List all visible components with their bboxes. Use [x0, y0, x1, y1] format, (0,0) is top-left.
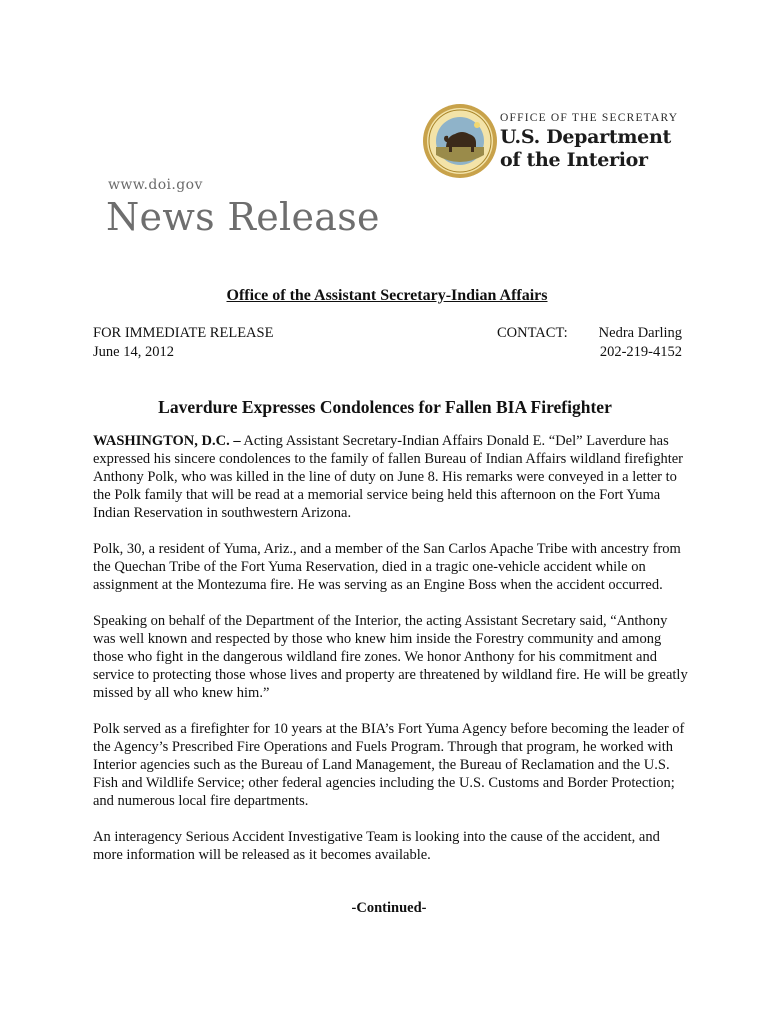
- paragraph-1: [93, 432, 688, 522]
- continued-marker: -Continued-: [351, 900, 427, 916]
- release-label: FOR IMMEDIATE RELEASE: [93, 325, 274, 341]
- dateline: WASHINGTON, D.C. –: [93, 433, 241, 449]
- department-name-line2: of the Interior: [500, 149, 648, 171]
- contact-label: CONTACT:: [497, 325, 568, 341]
- doi-seal-icon: [422, 103, 498, 179]
- paragraph-1-text: Acting Assistant Secretary-Indian Affairs Donald E. “Del” Laverdure has expressed his sincere condolences to the family of fallen Bureau of Indian Affairs wildland firefighter Anthony Polk, who was killed in the line of duty on June 8. His remarks were conveyed in a letter to the Polk family that will be read at a memorial service being held this afternoon on the Fort Yuma Indian Reservation in southwestern Arizona.: [93, 433, 684, 521]
- contact-info: [594, 324, 682, 362]
- website-url: www.doi.gov: [108, 177, 203, 193]
- release-info: [93, 324, 273, 362]
- office-title: Office of the Assistant Secretary-Indian Affairs: [226, 287, 548, 304]
- paragraph-4: Polk served as a firefighter for 10 years at the BIA’s Fort Yuma Agency before becoming the leader of the Agency’s Prescribed Fire Operations and Fuels Program. Through that program, he worked with Interior agencies such as the Bureau of Land Management, the Bureau of Reclamation and the U.S. Fish and Wildlife Service; other federal agencies including the U.S. Customs and Border Protection; and numerous local fire departments.: [93, 721, 685, 809]
- headline: Laverdure Expresses Condolences for Fallen BIA Firefighter: [158, 397, 612, 417]
- news-release-banner: News Release: [106, 195, 380, 239]
- office-of-the-secretary: OFFICE OF THE SECRETARY: [500, 112, 679, 124]
- contact-name: Nedra Darling: [598, 325, 682, 341]
- contact-phone: 202-219-4152: [599, 344, 682, 360]
- paragraph-3: Speaking on behalf of the Department of the Interior, the acting Assistant Secretary said, “Anthony was well known and respected by those who knew him inside the Forestry community and among those who fight in the dangerous wildland fire zones. We honor Anthony for his commitment and service to protecting those whose lives and property are threatened by wildland fire. He will be greatly missed by all who knew him.”: [93, 613, 688, 701]
- article-body: [93, 432, 688, 882]
- department-name-line1: U.S. Department: [500, 126, 671, 148]
- paragraph-5: An interagency Serious Accident Investigative Team is looking into the cause of the accident, and more information will be released as it becomes available.: [93, 829, 660, 863]
- paragraph-2: Polk, 30, a resident of Yuma, Ariz., and a member of the San Carlos Apache Tribe with ancestry from the Quechan Tribe of the Fort Yuma Reservation, died in a tragic one-vehicle accident while on assignment at the Montezuma fire. He was serving as an Engine Boss when the accident occurred.: [93, 541, 681, 593]
- release-date: June 14, 2012: [93, 344, 174, 360]
